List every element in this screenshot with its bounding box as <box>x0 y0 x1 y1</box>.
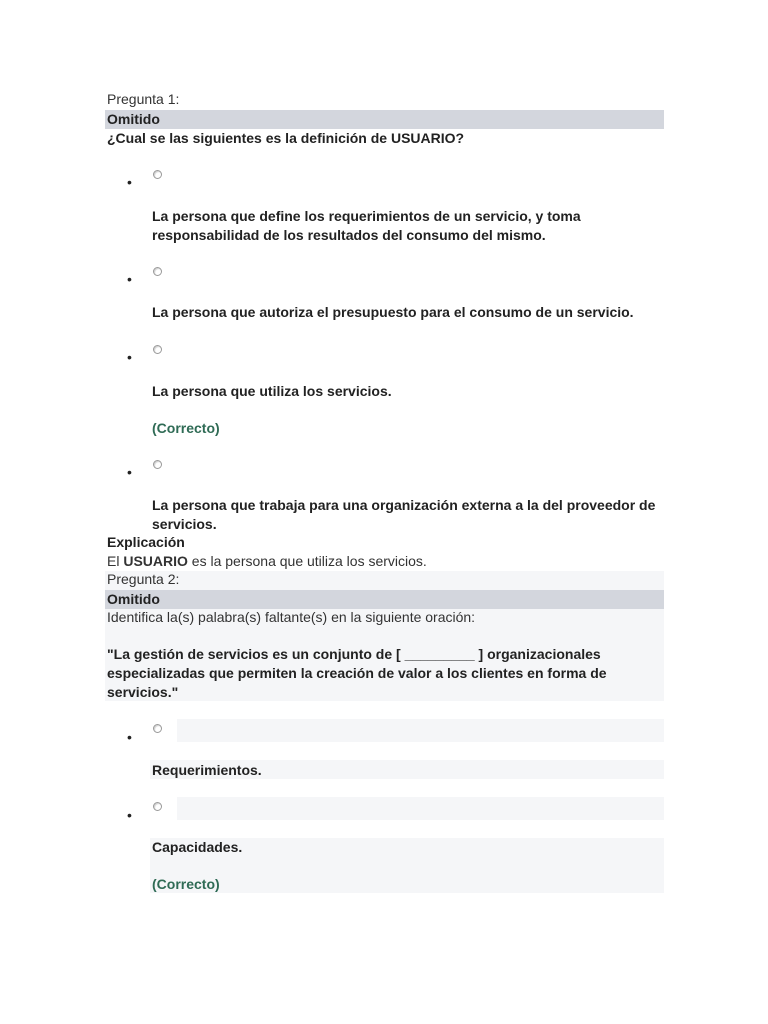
question-1-text: ¿Cual se las siguientes es la definición de USUARIO? <box>107 130 465 146</box>
option-shade <box>177 719 664 742</box>
bullet-icon: • <box>127 271 132 287</box>
radio-button[interactable] <box>153 724 162 733</box>
radio-button[interactable] <box>153 802 162 811</box>
radio-button[interactable] <box>153 267 162 276</box>
option-shade <box>177 797 664 820</box>
question-2-status: Omitido <box>105 590 664 609</box>
option-text: Requerimientos. <box>152 762 262 778</box>
option-text: Capacidades. <box>152 839 243 855</box>
question-2-label: Pregunta 2: <box>107 571 180 587</box>
explanation-keyword: USUARIO <box>123 553 188 569</box>
explanation-text <box>107 553 427 569</box>
option-text: La persona que trabaja para una organización externa a la del proveedor de servicios. <box>152 497 656 532</box>
bullet-icon: • <box>127 174 132 190</box>
bullet-icon: • <box>127 349 132 365</box>
option-text: La persona que autoriza el presupuesto para el consumo de un servicio. <box>152 304 634 320</box>
bullet-icon: • <box>127 807 132 823</box>
question-2-intro: Identifica la(s) palabra(s) faltante(s) en la siguiente oración: <box>107 609 476 625</box>
question-2-sentence: "La gestión de servicios es un conjunto de [ _________ ] organizacionales especializadas que permiten la creación de valor a los clientes en forma de servicios." <box>107 646 607 700</box>
option-text: La persona que define los requerimientos de un servicio, y toma responsabilidad de los resultados del consumo del mismo. <box>152 208 581 243</box>
question-1-status: Omitido <box>105 110 664 129</box>
explanation-prefix: El <box>107 553 120 569</box>
correct-marker: (Correcto) <box>152 420 220 436</box>
radio-button[interactable] <box>153 345 162 354</box>
explanation-suffix: es la persona que utiliza los servicios. <box>191 553 427 569</box>
bullet-icon: • <box>127 464 132 480</box>
option-text: La persona que utiliza los servicios. <box>152 383 392 399</box>
explanation-heading: Explicación <box>107 534 185 550</box>
radio-button[interactable] <box>153 170 162 179</box>
radio-button[interactable] <box>153 460 162 469</box>
bullet-icon: • <box>127 729 132 745</box>
question-1-label: Pregunta 1: <box>107 91 180 107</box>
correct-marker: (Correcto) <box>152 876 220 892</box>
